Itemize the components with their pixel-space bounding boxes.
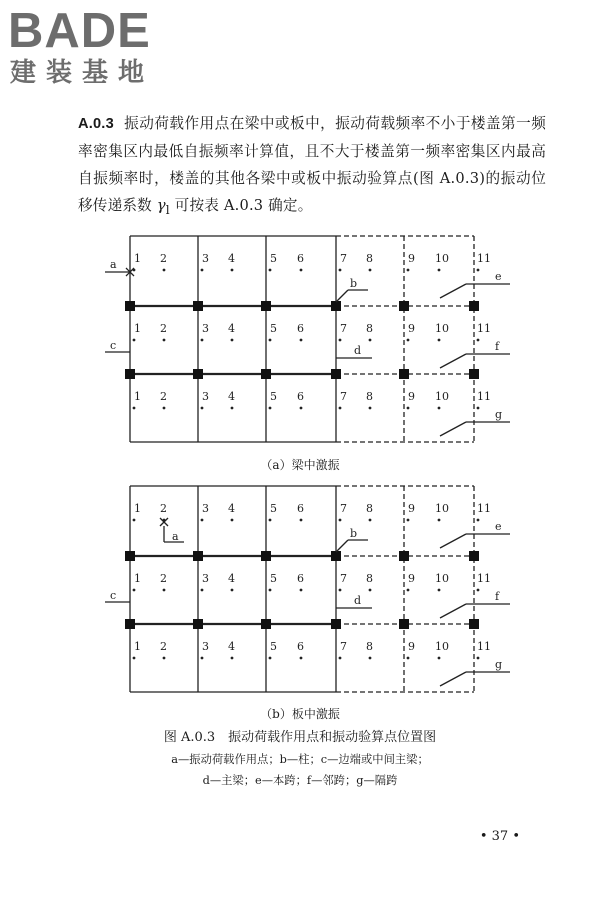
label-a: a: [110, 258, 117, 271]
check-point-dot: [477, 339, 480, 342]
point-number-label: 6: [297, 252, 304, 265]
point-number-label: 3: [202, 252, 209, 265]
label-b: b: [350, 527, 358, 540]
check-point-dot: [163, 339, 166, 342]
label-d: d: [354, 344, 362, 357]
column-square: [125, 551, 135, 561]
point-number-label: 3: [202, 640, 209, 653]
column-square: [399, 619, 409, 629]
check-point-dot: [269, 407, 272, 410]
label-d: d: [354, 594, 362, 607]
point-number-label: 7: [340, 502, 347, 515]
column-square: [469, 551, 479, 561]
check-point-dot: [369, 589, 372, 592]
check-point-dot: [201, 269, 204, 272]
point-number-label: 2: [160, 640, 167, 653]
point-number-label: 1: [134, 390, 141, 403]
point-number-label: 10: [435, 322, 449, 335]
column-square: [261, 551, 271, 561]
point-number-label: 2: [160, 322, 167, 335]
label-c: c: [110, 589, 117, 602]
point-number-label: 4: [228, 572, 235, 585]
legend-line-2: d—主梁；e—本跨；f—邻跨；g—隔跨: [202, 774, 398, 787]
label-a: a: [172, 530, 179, 543]
label-leader-g: [440, 672, 466, 686]
page-number: • 37 •: [479, 829, 520, 844]
column-square: [399, 301, 409, 311]
check-point-dot: [300, 339, 303, 342]
point-number-label: 6: [297, 322, 304, 335]
figure-title: 图 A.0.3 振动荷载作用点和振动验算点位置图: [163, 730, 437, 745]
column-square: [193, 369, 203, 379]
label-leader-g: [440, 422, 466, 436]
check-point-dot: [133, 657, 136, 660]
check-point-dot: [201, 589, 204, 592]
point-number-label: 9: [408, 502, 415, 515]
check-point-dot: [269, 657, 272, 660]
column-square: [331, 551, 341, 561]
point-number-label: 6: [297, 640, 304, 653]
check-point-dot: [163, 269, 166, 272]
legend-line-1: a—振动荷载作用点；b—柱；c—边端或中间主梁；: [171, 753, 429, 766]
point-number-label: 2: [160, 502, 167, 515]
point-number-label: 5: [270, 390, 277, 403]
section-number: A.0.3: [78, 116, 114, 132]
point-number-label: 7: [340, 252, 347, 265]
check-point-dot: [477, 519, 480, 522]
section-text: 振动荷载作用点在梁中或板中，振动荷载频率不小于楼盖第一频率密集区内最低自振频率计算值，且不大于楼盖第一频率密集区内最高自振频率时，楼盖的其他各梁中或板中振动验算点(图 A.0.3)的振动位移传递系数: [78, 115, 546, 214]
label-b: b: [350, 277, 358, 290]
check-point-dot: [477, 657, 480, 660]
label-leader-f: [440, 354, 466, 368]
column-square: [193, 619, 203, 629]
point-number-label: 11: [477, 640, 491, 653]
column-square: [469, 369, 479, 379]
label-c: c: [110, 339, 117, 352]
point-number-label: 10: [435, 572, 449, 585]
point-number-label: 5: [270, 502, 277, 515]
check-point-dot: [269, 519, 272, 522]
check-point-dot: [339, 589, 342, 592]
check-point-dot: [231, 339, 234, 342]
point-number-label: 2: [160, 572, 167, 585]
point-number-label: 10: [435, 252, 449, 265]
check-point-dot: [201, 519, 204, 522]
check-point-dot: [369, 519, 372, 522]
point-number-label: 4: [228, 252, 235, 265]
column-square: [125, 369, 135, 379]
point-number-label: 5: [270, 322, 277, 335]
check-point-dot: [369, 339, 372, 342]
check-point-dot: [163, 407, 166, 410]
point-number-label: 3: [202, 572, 209, 585]
point-number-label: 1: [134, 640, 141, 653]
point-number-label: 11: [477, 572, 491, 585]
point-number-label: 10: [435, 390, 449, 403]
check-point-dot: [133, 519, 136, 522]
check-point-dot: [133, 339, 136, 342]
label-g: g: [495, 408, 503, 421]
point-number-label: 2: [160, 252, 167, 265]
label-g: g: [495, 658, 503, 671]
point-number-label: 8: [366, 640, 373, 653]
point-number-label: 3: [202, 390, 209, 403]
point-number-label: 4: [228, 322, 235, 335]
check-point-dot: [438, 407, 441, 410]
label-e: e: [495, 270, 502, 283]
logo-subtitle: 建装基地: [10, 58, 155, 88]
check-point-dot: [407, 519, 410, 522]
gamma-subscript: l: [165, 202, 170, 217]
point-number-label: 3: [202, 502, 209, 515]
column-square: [193, 551, 203, 561]
check-point-dot: [163, 657, 166, 660]
point-number-label: 9: [408, 572, 415, 585]
column-square: [399, 369, 409, 379]
label-leader-e: [440, 284, 466, 298]
column-square: [261, 619, 271, 629]
label-leader-b: [336, 540, 348, 552]
point-number-label: 11: [477, 502, 491, 515]
point-number-label: 9: [408, 322, 415, 335]
point-number-label: 5: [270, 252, 277, 265]
column-square: [331, 301, 341, 311]
check-point-dot: [369, 657, 372, 660]
point-number-label: 5: [270, 572, 277, 585]
check-point-dot: [438, 589, 441, 592]
check-point-dot: [231, 269, 234, 272]
point-number-label: 6: [297, 572, 304, 585]
label-leader-e: [440, 534, 466, 548]
check-point-dot: [231, 407, 234, 410]
column-square: [469, 301, 479, 311]
check-point-dot: [477, 589, 480, 592]
check-point-dot: [438, 339, 441, 342]
point-number-label: 7: [340, 572, 347, 585]
point-number-label: 11: [477, 252, 491, 265]
check-point-dot: [477, 407, 480, 410]
point-number-label: 8: [366, 390, 373, 403]
check-point-dot: [300, 657, 303, 660]
column-square: [261, 369, 271, 379]
check-point-dot: [300, 269, 303, 272]
caption-b: （b）板中激振: [260, 707, 340, 721]
check-point-dot: [300, 519, 303, 522]
column-square: [261, 301, 271, 311]
check-point-dot: [369, 407, 372, 410]
check-point-dot: [438, 657, 441, 660]
check-point-dot: [438, 269, 441, 272]
point-number-label: 10: [435, 640, 449, 653]
check-point-dot: [231, 589, 234, 592]
check-point-dot: [407, 407, 410, 410]
point-number-label: 7: [340, 390, 347, 403]
check-point-dot: [300, 407, 303, 410]
check-point-dot: [231, 519, 234, 522]
check-point-dot: [231, 657, 234, 660]
check-point-dot: [407, 657, 410, 660]
column-square: [193, 301, 203, 311]
label-leader-b: [336, 290, 348, 302]
point-number-label: 6: [297, 502, 304, 515]
point-number-label: 9: [408, 390, 415, 403]
point-number-label: 3: [202, 322, 209, 335]
point-number-label: 1: [134, 322, 141, 335]
check-point-dot: [339, 519, 342, 522]
point-number-label: 1: [134, 252, 141, 265]
point-number-label: 7: [340, 322, 347, 335]
point-number-label: 6: [297, 390, 304, 403]
point-number-label: 8: [366, 502, 373, 515]
point-number-label: 5: [270, 640, 277, 653]
point-number-label: 2: [160, 390, 167, 403]
check-point-dot: [407, 339, 410, 342]
point-number-label: 4: [228, 502, 235, 515]
column-square: [125, 301, 135, 311]
check-point-dot: [163, 589, 166, 592]
check-point-dot: [407, 269, 410, 272]
point-number-label: 11: [477, 322, 491, 335]
section-text-end: 可按表 A.0.3 确定。: [169, 197, 313, 214]
check-point-dot: [300, 589, 303, 592]
check-point-dot: [339, 657, 342, 660]
check-point-dot: [201, 407, 204, 410]
check-point-dot: [407, 589, 410, 592]
label-leader-f: [440, 604, 466, 618]
point-number-label: 10: [435, 502, 449, 515]
check-point-dot: [339, 339, 342, 342]
check-point-dot: [438, 519, 441, 522]
point-number-label: 7: [340, 640, 347, 653]
point-number-label: 9: [408, 252, 415, 265]
column-square: [331, 619, 341, 629]
point-number-label: 11: [477, 390, 491, 403]
check-point-dot: [369, 269, 372, 272]
check-point-dot: [269, 589, 272, 592]
point-number-label: 1: [134, 572, 141, 585]
point-number-label: 8: [366, 322, 373, 335]
point-number-label: 8: [366, 252, 373, 265]
check-point-dot: [339, 269, 342, 272]
check-point-dot: [477, 269, 480, 272]
check-point-dot: [133, 589, 136, 592]
point-number-label: 4: [228, 640, 235, 653]
column-square: [125, 619, 135, 629]
check-point-dot: [269, 339, 272, 342]
check-point-dot: [339, 407, 342, 410]
caption-a: （a）梁中激振: [260, 458, 340, 472]
label-f: f: [495, 590, 500, 603]
check-point-dot: [269, 269, 272, 272]
label-f: f: [495, 340, 500, 353]
label-e: e: [495, 520, 502, 533]
point-number-label: 8: [366, 572, 373, 585]
check-point-dot: [133, 407, 136, 410]
column-square: [399, 551, 409, 561]
check-point-dot: [201, 339, 204, 342]
logo-word: BADE: [8, 4, 151, 58]
point-number-label: 9: [408, 640, 415, 653]
point-number-label: 1: [134, 502, 141, 515]
point-number-label: 4: [228, 390, 235, 403]
gamma-symbol: γ: [156, 197, 166, 214]
check-point-dot: [201, 657, 204, 660]
column-square: [331, 369, 341, 379]
column-square: [469, 619, 479, 629]
